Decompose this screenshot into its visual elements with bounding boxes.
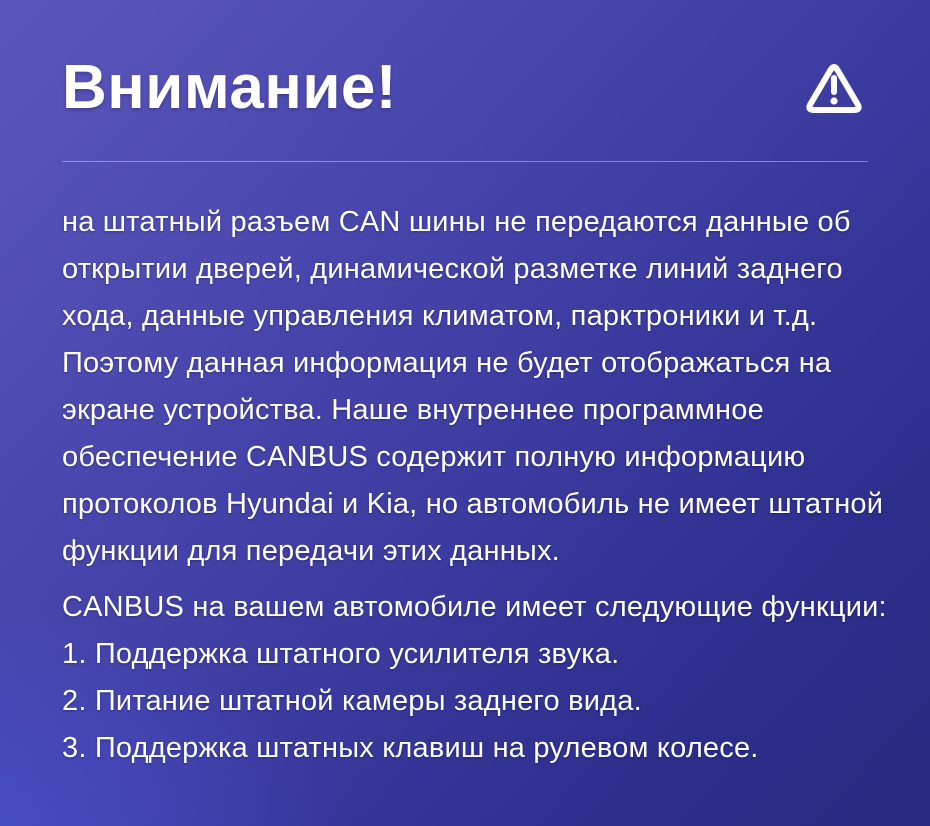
page-title: Внимание! [62, 53, 398, 122]
paragraph-line: Поэтому данная информация не будет отображаться на [62, 347, 832, 380]
paragraph-line: открытии дверей, динамической разметке линий заднего [62, 253, 843, 286]
paragraph-line: функции для передачи этих данных. [62, 535, 560, 568]
canbus-intro: CANBUS на вашем автомобиле имеет следующие функции: [62, 591, 887, 624]
divider [62, 161, 868, 162]
paragraph-line: протоколов Hyundai и Kia, но автомобиль не имеет штатной [62, 488, 884, 521]
header [62, 52, 868, 123]
canbus-function-item: 1. Поддержка штатного усилителя звука. [62, 638, 620, 671]
canbus-functions-block [62, 584, 887, 772]
paragraph-line: на штатный разъем CAN шины не передаются данные об [62, 206, 851, 239]
paragraph-line: экране устройства. Наше внутреннее программное [62, 394, 764, 427]
paragraph-line: обеспечение CANBUS содержит полную информацию [62, 441, 806, 474]
warning-triangle-icon [802, 59, 866, 117]
canbus-function-item: 3. Поддержка штатных клавиш на рулевом колесе. [62, 732, 759, 765]
notice-body [62, 199, 887, 772]
canbus-function-item: 2. Питание штатной камеры заднего вида. [62, 685, 642, 718]
paragraph-line: хода, данные управления климатом, парктроники и т.д. [62, 300, 818, 333]
